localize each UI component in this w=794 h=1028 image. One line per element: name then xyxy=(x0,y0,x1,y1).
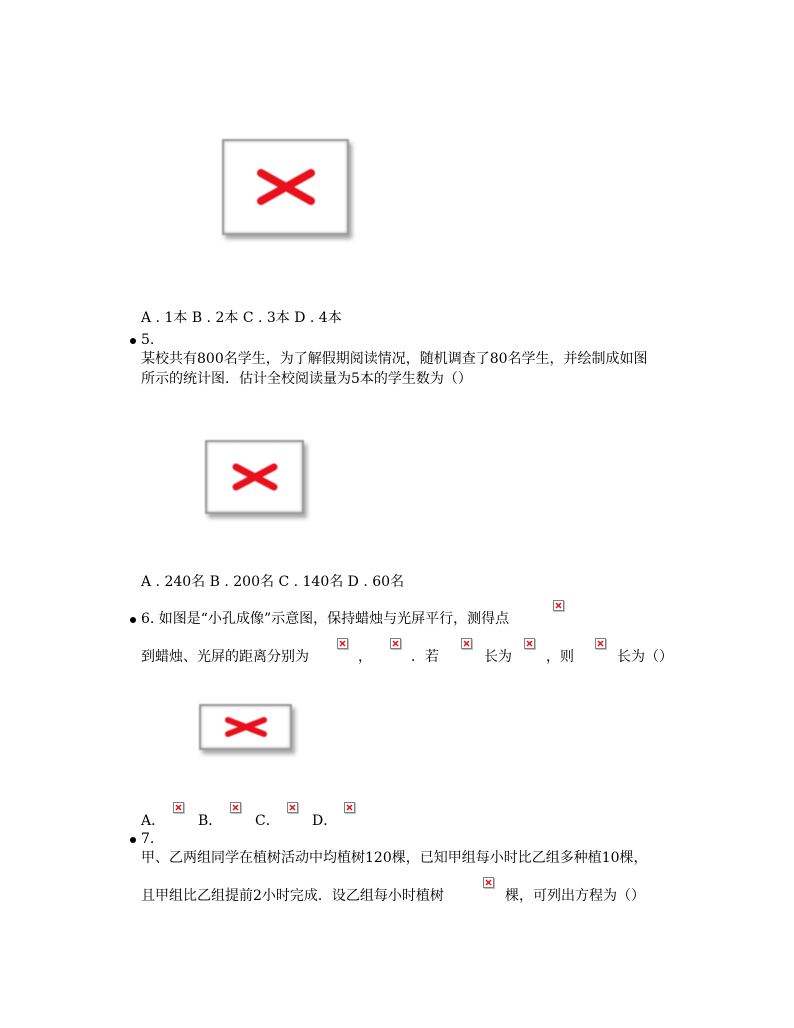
broken-image-icon xyxy=(337,638,348,649)
q6-line2-d: 长为 xyxy=(484,649,512,665)
q6-line2-f: 长为（） xyxy=(617,649,673,665)
q6-option-b: B． xyxy=(198,813,223,829)
q6-line2-e: ，则 xyxy=(546,649,574,665)
q5-text-line2: 所示的统计图．估计全校阅读量为5本的学生数为（） xyxy=(141,371,472,387)
broken-image-icon xyxy=(173,802,184,813)
list-bullet xyxy=(130,338,136,344)
broken-image-icon xyxy=(230,802,241,813)
q4-options: A . 1本 B . 2本 C . 3本 D . 4本 xyxy=(141,310,342,326)
q5-options: A . 240名 B . 200名 C . 140名 D . 60名 xyxy=(141,574,405,590)
q6-option-d: D． xyxy=(312,813,338,829)
q7-text-line1: 甲、乙两组同学在植树活动中均植树120棵，已知甲组每小时比乙组多种植10棵， xyxy=(141,850,648,866)
q6-option-c: C． xyxy=(255,813,280,829)
q7-text-line2-b: 棵，可列出方程为（） xyxy=(505,888,645,904)
broken-image-icon xyxy=(553,600,564,611)
q6-line2-c: ．若 xyxy=(411,649,439,665)
q5-text-line1: 某校共有800名学生，为了解假期阅读情况，随机调查了80名学生，并绘制成如图 xyxy=(141,351,648,367)
q7-text-line2-a: 且甲组比乙组提前2小时完成．设乙组每小时植树 xyxy=(141,888,444,904)
q6-line2-b: ， xyxy=(358,649,372,665)
list-bullet xyxy=(130,837,136,843)
broken-image-icon xyxy=(287,802,298,813)
broken-image-icon xyxy=(390,638,401,649)
broken-image-icon xyxy=(595,638,606,649)
q5-number: 5. xyxy=(141,332,155,348)
q6-line2-a: 到蜡烛、光屏的距离分别为 xyxy=(141,649,309,665)
broken-image-icon xyxy=(205,440,304,514)
broken-image-icon xyxy=(483,877,494,888)
broken-image-icon xyxy=(199,704,292,750)
q7-number: 7. xyxy=(141,831,155,847)
broken-image-icon xyxy=(461,638,472,649)
list-bullet xyxy=(130,617,136,623)
broken-image-icon xyxy=(344,802,355,813)
q6-option-a: A． xyxy=(141,813,166,829)
q6-line1: 6. 如图是“小孔成像”示意图，保持蜡烛与光屏平行，测得点 xyxy=(141,611,510,627)
broken-image-icon xyxy=(524,638,535,649)
broken-image-icon xyxy=(222,139,349,235)
